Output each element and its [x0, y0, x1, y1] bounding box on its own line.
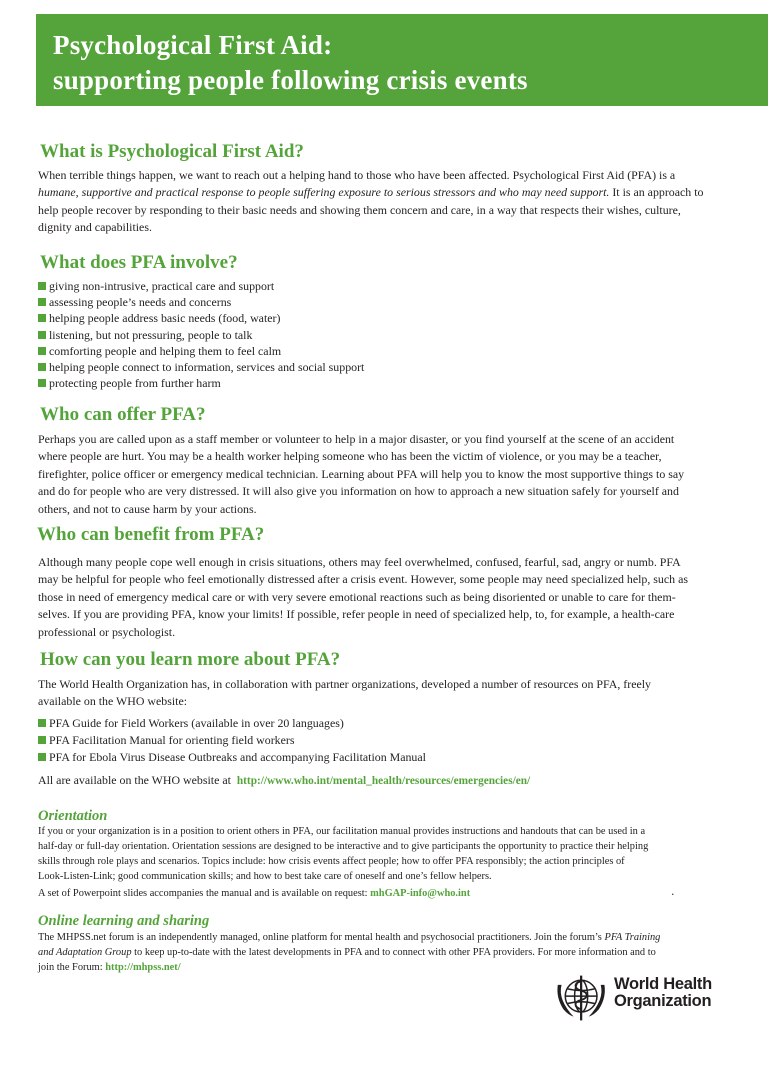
list-item: listening, but not pressuring, people to talk [38, 327, 364, 343]
involve-list [38, 278, 364, 391]
heading-who-can-benefit: Who can benefit from PFA? [37, 524, 265, 545]
stray-dot: . [671, 885, 675, 898]
list-item: PFA for Ebola Virus Disease Outbreaks and accompanying Facilitation Manual [38, 749, 426, 766]
who-website-line: All are available on the WHO website at http://www.who.int/mental_health/resources/emergencies/en/ [38, 773, 531, 787]
title-banner [36, 14, 768, 106]
heading-what-is-pfa: What is Psychological First Aid? [40, 141, 304, 162]
paragraph-orientation: If you or your organization is in a position to orient others in PFA, our facilitation manual provides instructions and handouts that can be used in a half-day or full-day orientation. Orientation sessions are designed to be interactive and to give participants the opportunity to practice their helping skills through role plays and scenarios. Topics include: how crisis events affect people; how to offer PFA responsibly; the action principles of Look-Listen-Link; good communication skills; and how to best take care of oneself and one’s fellow helpers. A set of Powerpoint slides accompanies the manual and is available on request: mhGAP-info@who.int [38, 826, 649, 900]
paragraph-online-learning: The MHPSS.net forum is an independently managed, online platform for mental health and psychosocial practitioners. Join the forum’s PFA Training and Adaptation Group to keep up-to-date with the latest developments in PFA and to connect with other PFA providers. For more information and to join the Forum: http://mhpss.net/ [38, 932, 661, 974]
bullet-square-icon [38, 314, 46, 322]
bullet-square-icon [38, 363, 46, 371]
heading-orientation: Orientation [38, 808, 108, 824]
bullet-square-icon [38, 298, 46, 306]
list-item: PFA Guide for Field Workers (available in over 20 languages) [38, 715, 426, 732]
heading-who-can-offer: Who can offer PFA? [40, 404, 206, 425]
heading-online-learning: Online learning and sharing [38, 913, 210, 929]
list-item: PFA Facilitation Manual for orienting field workers [38, 732, 426, 749]
page-title: Psychological First Aid: supporting people following crisis events [53, 30, 528, 95]
mhpss-link[interactable]: http://mhpss.net/ [105, 962, 181, 974]
who-logo-text: World Health Organization [614, 975, 712, 1010]
bullet-square-icon [38, 753, 46, 761]
bullet-square-icon [38, 379, 46, 387]
heading-learn-more: How can you learn more about PFA? [40, 649, 341, 670]
bullet-square-icon [38, 736, 46, 744]
paragraph-who-can-offer: Perhaps you are called upon as a staff member or volunteer to help in a major disaster, or you find yourself at the scene of an accident where people are hurt. You may be a health worker helping someone who has been the victim of violence, or you may be a teacher, firefighter, police officer or emergency medical technician. Learning about PFA will help you to know the most supportive things to say and do for people who are very distressed. It will also give you information on how to approach a new situation safely for yourself and others, and not to cause harm by your actions. [38, 432, 685, 516]
paragraph-who-can-benefit: Although many people cope well enough in crisis situations, others may feel overwhelmed, confused, fearful, sad, angry or numb. PFA may be helpful for people who feel emotionally distressed after a crisis event. However, some people may need specialized help, such as those in need of emergency medical care or with very severe emotional reactions such as being disoriented or unable to care for them- selves. If you are providing PFA, know your limits! If possible, refer people in need of specialized help, to, for example, a health-care professional or psychologist. [38, 555, 688, 639]
list-item: helping people address basic needs (food, water) [38, 310, 364, 326]
who-resources-link[interactable]: http://www.who.int/mental_health/resources/emergencies/en/ [236, 775, 531, 787]
bullet-square-icon [38, 331, 46, 339]
bullet-square-icon [38, 282, 46, 290]
paragraph-what-is-pfa: When terrible things happen, we want to reach out a helping hand to those who have been affected. Psychological First Aid (PFA) is a humane, supportive and practical response to people suffering exposure to serious stressors and who may need support. It is an approach to help people recover by responding to their basic needs and showing them concern and care, in a way that respects their wishes, culture, dignity and capabilities. [38, 168, 704, 235]
bullet-square-icon [38, 347, 46, 355]
list-item: giving non-intrusive, practical care and support [38, 278, 364, 294]
list-item: helping people connect to information, services and social support [38, 359, 364, 375]
resources-list [38, 715, 426, 766]
paragraph-learn-more: The World Health Organization has, in collaboration with partner organizations, developed a number of resources on PFA, freely available on the WHO website: [38, 677, 651, 709]
email-link[interactable]: mhGAP-info@who.int [370, 888, 471, 900]
list-item: comforting people and helping them to feel calm [38, 343, 364, 359]
list-item: protecting people from further harm [38, 375, 364, 391]
heading-pfa-involve: What does PFA involve? [40, 252, 238, 273]
bullet-square-icon [38, 719, 46, 727]
who-emblem-icon [555, 968, 611, 1028]
list-item: assessing people’s needs and concerns [38, 294, 364, 310]
